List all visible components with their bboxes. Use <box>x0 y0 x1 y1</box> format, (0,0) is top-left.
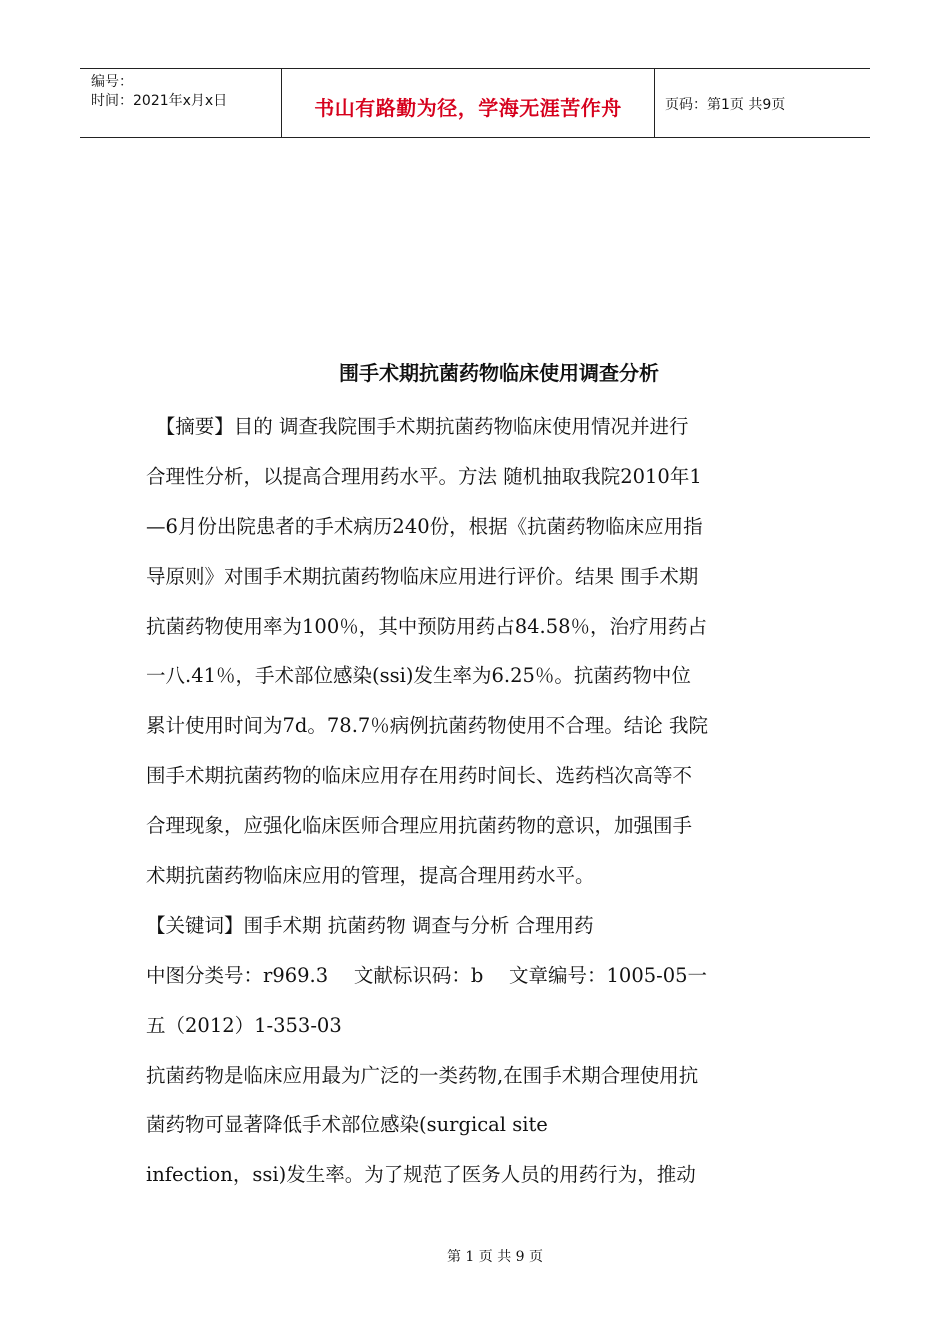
abstract-line: 术期抗菌药物临床应用的管理，提高合理用药水平。 <box>146 864 595 888</box>
header-meta-cell <box>80 69 282 137</box>
header-motto: 书山有路勤为径，学海无涯苦作舟 <box>314 96 622 120</box>
page-footer: 第 1 页 共 9 页 <box>446 1249 544 1265</box>
document-header <box>80 68 870 138</box>
classification-line: 五（2012）1-353-03 <box>146 1013 342 1037</box>
abstract-line: 累计使用时间为7d。78.7％病例抗菌药物使用不合理。结论 我院 <box>146 714 709 738</box>
abstract-line: 合理现象，应强化临床医师合理应用抗菌药物的意识，加强围手 <box>146 814 693 838</box>
body-line: infection，ssi)发生率。为了规范了医务人员的用药行为，推动 <box>146 1163 696 1187</box>
document-body <box>146 402 796 1200</box>
abstract-line: —6月份出院患者的手术病历240份，根据《抗菌药物临床应用指 <box>146 514 703 538</box>
date-label: 时间：2021年x月x日 <box>91 93 228 109</box>
number-label: 编号： <box>91 74 133 90</box>
header-motto-cell <box>282 69 655 137</box>
abstract-line: 导原则》对围手术期抗菌药物临床应用进行评价。结果 围手术期 <box>146 564 699 588</box>
classification-line: 中图分类号：r969.3 文献标识码：b 文章编号：1005-05一 <box>146 963 708 987</box>
abstract-line: 围手术期抗菌药物的临床应用存在用药时间长、选药档次高等不 <box>146 764 693 788</box>
header-page-cell <box>655 69 870 137</box>
abstract-line: 【摘要】目的 调查我院围手术期抗菌药物临床使用情况并进行 <box>146 415 689 438</box>
abstract-line: 抗菌药物使用率为100％，其中预防用药占84.58％，治疗用药占 <box>146 614 708 638</box>
header-page-info: 页码：第1页 共9页 <box>665 97 786 113</box>
abstract-line: 合理性分析，以提高合理用药水平。方法 随机抽取我院2010年1 <box>146 464 702 488</box>
body-line: 菌药物可显著降低手术部位感染(surgical site <box>146 1113 548 1137</box>
abstract-line: 一八.41％，手术部位感染(ssi)发生率为6.25％。抗菌药物中位 <box>146 664 691 688</box>
document-title: 围手术期抗菌药物临床使用调查分析 <box>339 361 659 385</box>
body-line: 抗菌药物是临床应用最为广泛的一类药物,在围手术期合理使用抗 <box>146 1063 699 1087</box>
keywords-line: 【关键词】围手术期 抗菌药物 调查与分析 合理用药 <box>146 913 594 937</box>
